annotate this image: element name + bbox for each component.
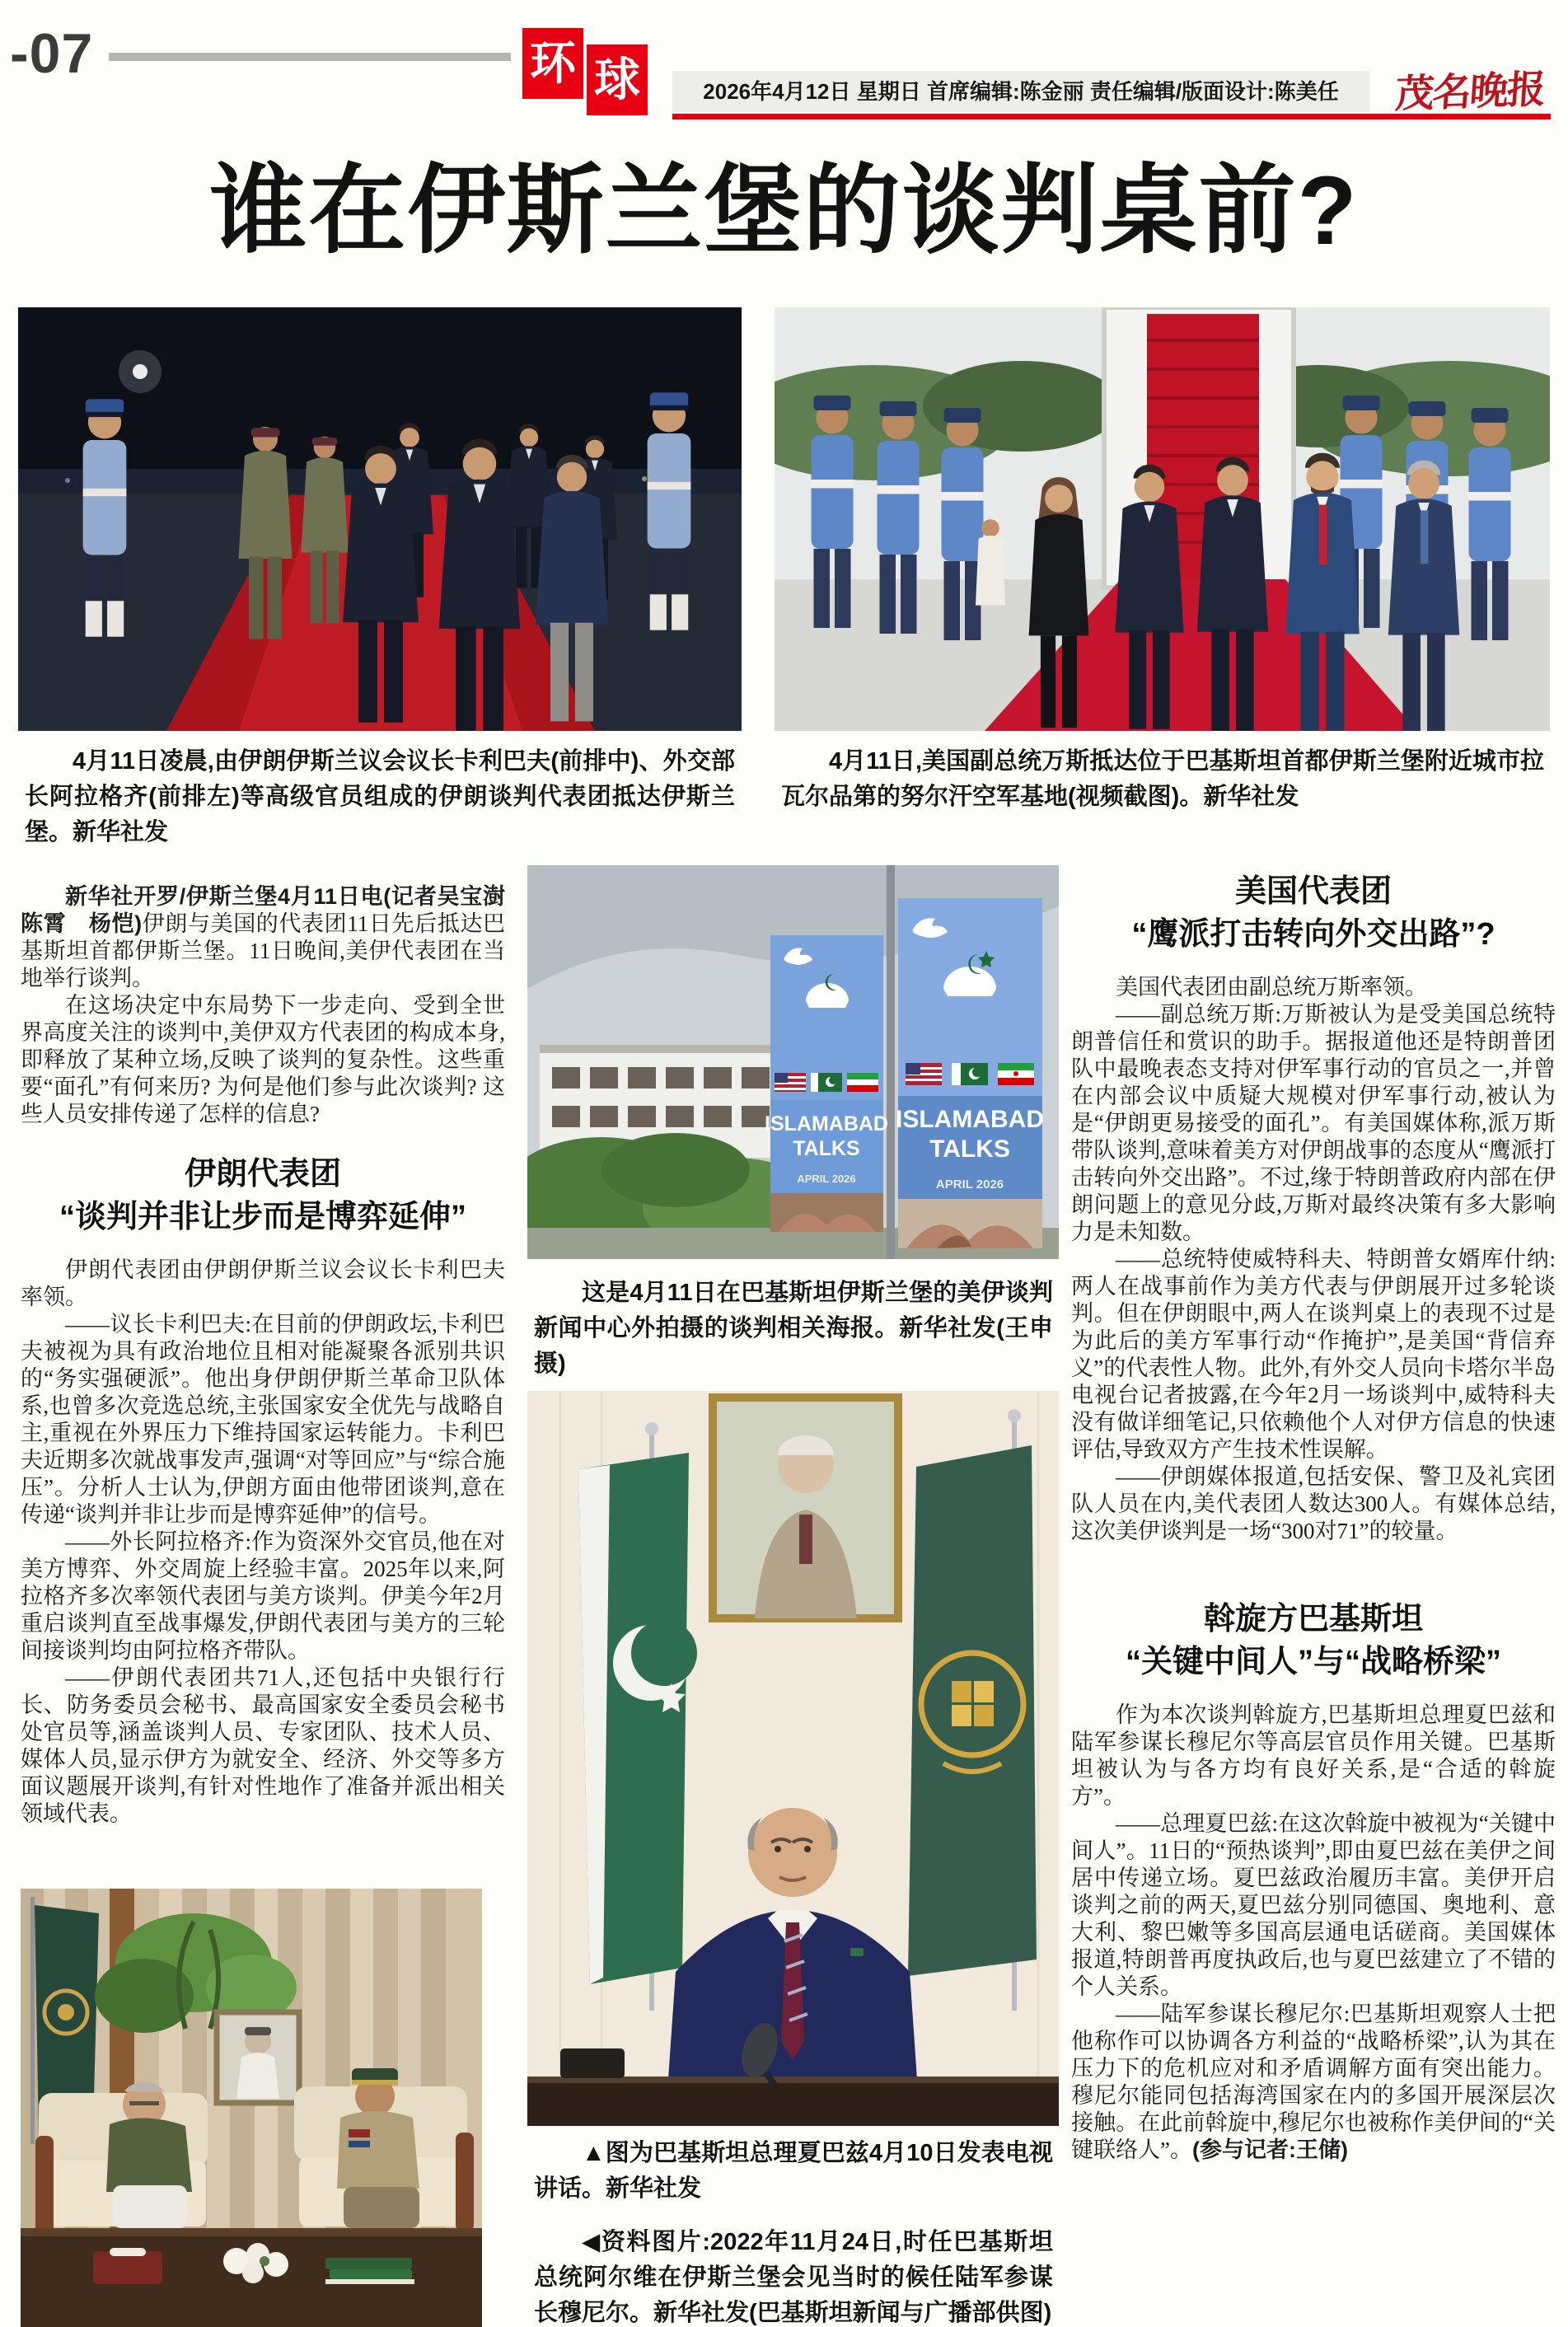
body-paragraph (1071, 2001, 1556, 2164)
header-rule (109, 53, 511, 61)
contributing-reporter-byline: (参与记者:王储) (1191, 2137, 1348, 2162)
section-heading-line: 伊朗代表团 (184, 1157, 341, 1192)
banner-title: TALKS (929, 1135, 1010, 1163)
jinnah-portrait-small (217, 2012, 299, 2103)
body-paragraph: ——总统特使威特科夫、特朗普女婿库什纳:两人在战事前作为美方代表与伊朗展开过多轮谈判。但在伊朗眼中,两人在谈判桌上的表现不过是为此后的美方军事行动“作掩护”,是美国“背信弃义”的代表性人物。此外,有外交人员向卡塔尔半岛电视台记者披露,在今年2月一场谈判中,威特科夫没有做详细笔记,只依赖他个人对伊方信息的快速评估,导致双方产生技术性误解。 (1071, 1247, 1556, 1462)
photo-vance-arrival (775, 307, 1550, 731)
banner-date: APRIL 2026 (797, 1173, 856, 1185)
banner-date: APRIL 2026 (935, 1178, 1004, 1192)
photo-alvi-meets-munir (21, 1889, 482, 2327)
body-text: ——陆军参谋长穆尼尔:巴基斯坦观察人士把他称作可以协调各方利益的“战略桥梁”,认为其在压力下的危机应对和矛盾调解方面有突出能力。穆尼尔能同包括海湾国家在内的多国开展深层次接触。在此前斡旋中,穆尼尔也被称作美伊间的“关键联络人”。 (1071, 2002, 1556, 2162)
section-heading-pakistan (1071, 1598, 1556, 1683)
section-heading-line: 斡旋方巴基斯坦 (1203, 1602, 1423, 1636)
section-badge-qiu: 球 (587, 44, 648, 115)
column-left (21, 883, 527, 1828)
section-heading-line: “谈判并非让步而是博弈延伸” (59, 1200, 466, 1234)
vance-arrival-illustration (775, 307, 1550, 731)
jinnah-portrait (713, 1398, 898, 1618)
posters-illustration (527, 865, 1059, 1259)
dateline-bar: 2026年4月12日 星期日 首席编辑:陈金丽 责任编辑/版面设计:陈美任 (672, 71, 1369, 112)
alvi-munir-illustration (21, 1889, 482, 2327)
body-paragraph: ——副总统万斯:万斯被认为是受美国总统特朗普信任和赏识的助手。据报道他还是特朗普团队中最晚表态支持对伊军事行动的官员之一,并曾在内部会议中质疑大规模对伊军事行动,被认为是“伊朗更易接受的面孔”。有美国媒体称,派万斯带队谈判,意味着美方对伊朗战事的态度从“鹰派打击转向外交出路”。不过,缘于特朗普政府内部在伊朗问题上的意见分歧,万斯对最终决策有多大影响力是未知数。 (1071, 1002, 1556, 1244)
photo-iran-delegation-arrival (18, 307, 742, 731)
newspaper-masthead: 茂名晚报 (1393, 68, 1546, 117)
body-paragraph: 作为本次谈判斡旋方,巴基斯坦总理夏巴兹和陆军参谋长穆尼尔等高层官员作用关键。巴基斯坦被认为与各方均有良好关系,是“合适的斡旋方”。 (1071, 1702, 1556, 1809)
section-heading-iran (21, 1153, 505, 1238)
section-heading-line: “关键中间人”与“战略桥梁” (1125, 1645, 1501, 1679)
lead-paragraph (21, 883, 527, 992)
body-paragraph: 美国代表团由副总统万斯率领。 (1116, 975, 1427, 1000)
banner-title: ISLAMABAD (896, 1106, 1044, 1133)
section-badge-huan: 环 (522, 28, 583, 99)
iran-arrival-illustration (18, 307, 742, 731)
caption-posters: 这是4月11日在巴基斯坦伊斯兰堡的美伊谈判新闻中心外拍摄的谈判相关海报。新华社发(王申摄) (534, 1280, 1053, 1377)
body-paragraph: 伊朗代表团由伊朗伊斯兰议会议长卡利巴夫率领。 (21, 1257, 505, 1309)
pm-standard-flag (908, 1409, 1037, 2011)
green-books (325, 2258, 414, 2284)
pakistan-national-flag (578, 1422, 697, 2011)
section-heading-line: 美国代表团 (1234, 874, 1392, 909)
section-heading-us (1071, 870, 1556, 956)
lead-dateline: 新华社开罗/伊斯兰堡4月11日电(记者吴宝澍 陈霄 杨恺) (21, 884, 527, 936)
flag-pin (850, 1948, 864, 1956)
lamp-pole (887, 865, 895, 1259)
caption-vance-arrival: 4月11日,美国副总统万斯抵达位于巴基斯坦首都伊斯兰堡附近城市拉瓦尔品第的努尔汗空军基地(视频截图)。新华社发 (781, 748, 1544, 810)
flag-row (906, 1063, 1034, 1085)
caption-shahbaz: ▲图为巴基斯坦总理夏巴兹4月10日发表电视讲话。新华社发 (534, 2140, 1053, 2202)
shahbaz-illustration (527, 1391, 1059, 2126)
banner-title: TALKS (793, 1137, 860, 1160)
banner-left (765, 935, 888, 1232)
spotlight (133, 364, 147, 379)
body-paragraph: ——外长阿拉格齐:作为资深外交官员,他在对美方博弈、外交周旋上经验丰富。2025年以来,阿拉格齐多次率领代表团与美方谈判。伊美今年2月重启谈判直至战事爆发,伊朗代表团与美方的三轮间接谈判均由阿拉格齐带队。 (21, 1529, 505, 1663)
body-paragraph: ——议长卡利巴夫:在目前的伊朗政坛,卡利巴夫被视为具有政治地位且相对能凝聚各派别共识的“务实强硬派”。他出身伊朗伊斯兰革命卫队体系,也曾多次竞选总统,主张国家安全优先与战略自主,重视在外界压力下维持国家运转能力。卡利巴夫近期多次就战事发声,强调“对等回应”与“综合施压”。分析人士认为,伊朗方面由他带团谈判,意在传递“谈判并非让步而是博弈延伸”的信号。 (21, 1312, 505, 1527)
tissue-box (93, 2248, 162, 2284)
caption-alvi-munir: ◀资料图片:2022年11月24日,时任巴基斯坦总统阿尔维在伊斯兰堡会见当时的候任陆军参谋长穆尼尔。新华社发(巴基斯坦新闻与广播部供图) (534, 2229, 1053, 2326)
photo-shahbaz-speech (527, 1391, 1059, 2126)
body-paragraph: 在这场决定中东局势下一步走向、受到全世界高度关注的谈判中,美伊双方代表团的构成本身,即释放了某种立场,反映了谈判的复杂性。这些重要“面孔”有何来历? 为何是他们参与此次谈判? 这些人员安排传递了怎样的信息? (21, 993, 505, 1126)
banner-title: ISLAMABAD (765, 1112, 888, 1135)
body-paragraph: ——伊朗媒体报道,包括安保、警卫及礼宾团队人员在内,美代表团人数达300人。有媒体总结,这次美伊谈判是一场“300对71”的较量。 (1071, 1464, 1556, 1543)
caption-iran-arrival: 4月11日凌晨,由伊朗伊斯兰议会议长卡利巴夫(前排中)、外交部长阿拉格齐(前排左)等高级官员组成的伊朗谈判代表团抵达伊斯兰堡。新华社发 (25, 748, 735, 845)
desk-phone (560, 2048, 625, 2078)
main-headline: 谁在伊斯兰堡的谈判桌前? (209, 157, 1359, 265)
flag-row (775, 1073, 878, 1092)
lead-text: 伊朗与美国的代表团11日先后抵达巴基斯坦首都伊斯兰堡。11日晚间,美伊代表团在当地举行谈判。 (21, 911, 505, 990)
body-paragraph: ——总理夏巴兹:在这次斡旋中被视为“关键中间人”。11日的“预热谈判”,即由夏巴兹在美伊之间居中传递立场。夏巴兹政治履历丰富。美伊开启谈判之前的两天,夏巴兹分别同德国、奥地利、意大利、黎巴嫩等多国高层通电话磋商。美国媒体报道,特朗普再度执政后,也与夏巴兹建立了不错的个人关系。 (1071, 1811, 1556, 1999)
page-number: -07 (10, 22, 94, 85)
section-heading-line: “鹰派打击转向外交出路”? (1131, 917, 1495, 952)
banner-right (896, 898, 1044, 1248)
column-right (1071, 870, 1556, 2164)
body-paragraph: ——伊朗代表团共71人,还包括中央银行行长、防务委员会秘书、最高国家安全委员会秘书处官员等,涵盖谈判人员、专家团队、技术人员、媒体人员,显示伊方为就安全、经济、外交等多方面议题展开谈判,有针对性地作了准备并派出相关领域代表。 (21, 1665, 505, 1826)
photo-talks-posters (527, 865, 1059, 1259)
